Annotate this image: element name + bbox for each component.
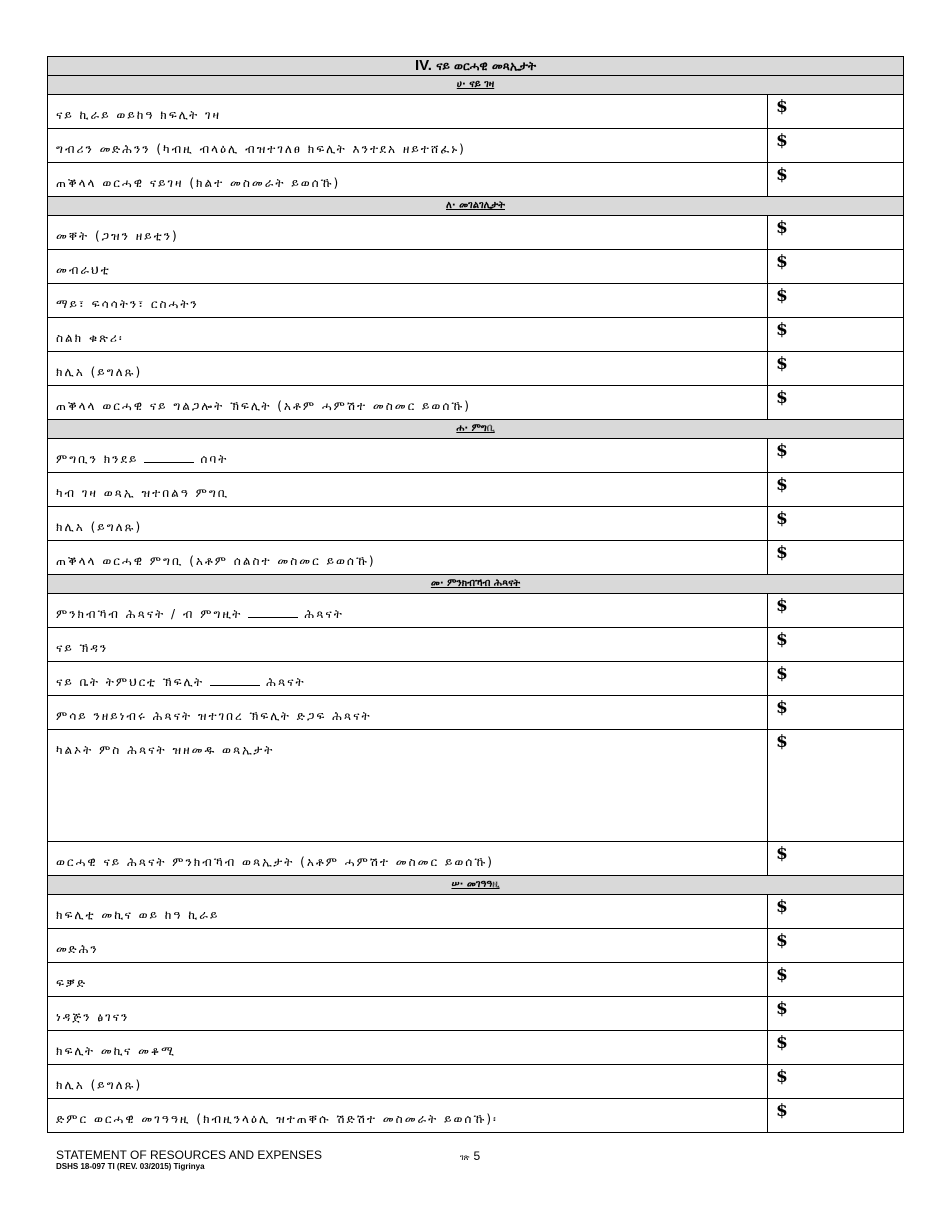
amount-field[interactable]: $ — [768, 1031, 904, 1065]
expense-row — [48, 95, 904, 129]
expense-label-text: ጠቕላላ ወርሓዊ ምግቢ (አቶም ሰልስተ መስመር ይወሰኹ) — [56, 554, 376, 568]
expense-label — [48, 95, 768, 129]
expense-label-text: ናይ ኽዳን — [56, 641, 109, 655]
section-heading: ሐ· ምግቢ — [48, 420, 904, 439]
count-blank-field[interactable] — [248, 609, 298, 618]
expense-label-text: ጠቕላላ ወርሓዊ ናይ ግልጋሎት ኽፍሊት (አቶም ሓምሽተ መስመር ይወሰኹ) — [56, 399, 471, 413]
amount-field[interactable]: $ — [768, 963, 904, 997]
expense-label — [48, 129, 768, 163]
expense-label-text: ስልክ ቁጽሪ፡ — [56, 331, 124, 345]
expense-label-text: ምሳይ ንዘይነብሩ ሕጻናት ዝተገበረ ኽፍሊት ድጋፍ ሕጻናት — [56, 709, 372, 723]
section-heading-row — [48, 76, 904, 95]
expense-row — [48, 473, 904, 507]
amount-field[interactable]: $ — [768, 318, 904, 352]
expense-label — [48, 318, 768, 352]
expense-row — [48, 594, 904, 628]
section-heading-row — [48, 575, 904, 594]
expense-row — [48, 997, 904, 1031]
section-heading: መ· ምንክብኻብ ሕጻናት — [48, 575, 904, 594]
expense-row — [48, 318, 904, 352]
expense-label-text: መድሕን — [56, 942, 99, 956]
expense-label — [48, 963, 768, 997]
expense-label-text: መቐት (ጋዝን ዘይቲን) — [56, 229, 179, 243]
expense-label — [48, 628, 768, 662]
expense-label — [48, 284, 768, 318]
amount-field[interactable]: $ — [768, 842, 904, 876]
expense-row — [48, 129, 904, 163]
expense-row — [48, 439, 904, 473]
section-roman-numeral: IV. — [414, 57, 432, 74]
section-heading-row — [48, 420, 904, 439]
page-word: ገጽ — [460, 1153, 470, 1162]
amount-field[interactable]: $ — [768, 216, 904, 250]
expense-label-text: ማይ፣ ፍሳሳትን፣ ርስሓትን — [56, 297, 199, 311]
form-footer-code: DSHS 18-097 TI (REV. 03/2015) Tigrinya — [56, 1162, 205, 1171]
section-heading: ለ· መገልገሊታት — [48, 197, 904, 216]
section-heading: ሠ· መገዓዓዚ — [48, 876, 904, 895]
page-number — [460, 1149, 480, 1163]
amount-field[interactable]: $ — [768, 352, 904, 386]
expense-row — [48, 1031, 904, 1065]
amount-field[interactable]: $ — [768, 541, 904, 575]
expense-label-text: ካልኦት ምስ ሕጻናት ዝዘመዱ ወጻኢታት — [56, 743, 275, 757]
amount-field[interactable]: $ — [768, 997, 904, 1031]
amount-field[interactable]: $ — [768, 895, 904, 929]
amount-field[interactable]: $ — [768, 439, 904, 473]
expense-row — [48, 842, 904, 876]
amount-field[interactable]: $ — [768, 594, 904, 628]
expense-row — [48, 352, 904, 386]
section-heading-row — [48, 197, 904, 216]
expense-label-text: ጠቕላላ ወርሓዊ ናይገዛ (ክልተ መስመራት ይወሰኹ) — [56, 176, 341, 190]
amount-field[interactable]: $ — [768, 628, 904, 662]
expense-row — [48, 163, 904, 197]
page-number-value: 5 — [473, 1149, 481, 1163]
expense-label — [48, 216, 768, 250]
expense-label-text: ክፍሊት መኪና መቆሚ — [56, 1044, 176, 1058]
expense-label — [48, 929, 768, 963]
amount-field[interactable]: $ — [768, 95, 904, 129]
expense-label-text: ወርሓዊ ናይ ሕጻናት ምንክብኻብ ወጻኢታት (አቶም ሓምሽተ መስመር ይወሰኹ) — [56, 855, 494, 869]
expense-label — [48, 662, 768, 696]
expense-label-text: ክሊአ (ይግለጹ) — [56, 365, 143, 379]
expense-row — [48, 1099, 904, 1133]
amount-field[interactable]: $ — [768, 662, 904, 696]
amount-field[interactable]: $ — [768, 696, 904, 730]
amount-field[interactable]: $ — [768, 129, 904, 163]
expense-row — [48, 541, 904, 575]
expense-label — [48, 473, 768, 507]
expense-label-text: ነዳጅን ፅገናን — [56, 1010, 130, 1024]
expense-label — [48, 163, 768, 197]
section-heading-row — [48, 876, 904, 895]
expense-label-suffix: ሕጻናት — [304, 607, 344, 621]
expense-label — [48, 842, 768, 876]
amount-field[interactable]: $ — [768, 473, 904, 507]
form-footer — [56, 1148, 322, 1172]
expense-row — [48, 730, 904, 842]
expense-label-text: ክሊአ (ይግለጹ) — [56, 1078, 143, 1092]
expense-label-text: ምንክብኻብ ሕጻናት / ብ ምግዚት — [56, 607, 243, 621]
amount-field[interactable]: $ — [768, 507, 904, 541]
expense-label — [48, 895, 768, 929]
expense-row — [48, 895, 904, 929]
expense-label-text: ምግቢን ክንደይ — [56, 452, 139, 466]
expense-row — [48, 1065, 904, 1099]
expense-row — [48, 250, 904, 284]
expense-label — [48, 997, 768, 1031]
expense-label — [48, 696, 768, 730]
expense-label-suffix: ሰባት — [200, 452, 229, 466]
expense-label — [48, 541, 768, 575]
amount-field[interactable]: $ — [768, 730, 904, 842]
amount-field[interactable]: $ — [768, 386, 904, 420]
expense-label-text: ካብ ገዛ ወጻኢ ዝተበልዓ ምግቢ — [56, 486, 230, 500]
expense-label — [48, 250, 768, 284]
expense-label — [48, 730, 768, 842]
expense-row — [48, 963, 904, 997]
expenses-form-table — [47, 56, 904, 1133]
form-footer-title: STATEMENT OF RESOURCES AND EXPENSES — [56, 1148, 323, 1162]
expense-label — [48, 386, 768, 420]
amount-field[interactable]: $ — [768, 250, 904, 284]
expense-label — [48, 1065, 768, 1099]
expense-row — [48, 507, 904, 541]
count-blank-field[interactable] — [144, 454, 194, 463]
expense-label-text: ናይ ኪራይ ወይከዓ ክፍሊት ገዛ — [56, 108, 222, 122]
expense-label — [48, 507, 768, 541]
form-section-title-row — [48, 57, 904, 76]
expense-label-text: መብራህቲ — [56, 263, 111, 277]
amount-field[interactable]: $ — [768, 1099, 904, 1133]
expense-label-suffix: ሕጻናት — [266, 675, 306, 689]
expense-row — [48, 216, 904, 250]
expense-row — [48, 628, 904, 662]
count-blank-field[interactable] — [210, 677, 260, 686]
section-title-text: ናይ ወርሓዊ መጻኢታት — [436, 59, 537, 73]
expense-row — [48, 662, 904, 696]
expense-label-text: ፍቓድ — [56, 976, 88, 990]
expense-label — [48, 439, 768, 473]
expense-label — [48, 1031, 768, 1065]
expense-label — [48, 594, 768, 628]
expense-label-text: ናይ ቤት ትምህርቲ ኽፍሊት — [56, 675, 205, 689]
form-section-title — [48, 57, 904, 76]
expense-row — [48, 929, 904, 963]
amount-field[interactable]: $ — [768, 1065, 904, 1099]
amount-field[interactable]: $ — [768, 284, 904, 318]
expense-label-text: ክሊአ (ይግለጹ) — [56, 520, 143, 534]
expense-label — [48, 1099, 768, 1133]
expense-row — [48, 284, 904, 318]
expense-label-text: ክፍሊቲ መኪና ወይ ከዓ ኪራይ — [56, 908, 220, 922]
amount-field[interactable]: $ — [768, 163, 904, 197]
expense-row — [48, 386, 904, 420]
amount-field[interactable]: $ — [768, 929, 904, 963]
section-heading: ሀ· ናይ ገዛ — [48, 76, 904, 95]
expense-label-text: ድምር ወርሓዊ መገዓዓዚ (ክብዚንላዕሊ ዝተጠቐሱ ሽድሽተ መስመራት ይወሰኹ)፡ — [56, 1112, 498, 1126]
expense-row — [48, 696, 904, 730]
expense-label — [48, 352, 768, 386]
expense-label-text: ግብሪን መድሕንን (ካብዚ ብላዕሊ ብዝተገለፀ ክፍሊት እንተደአ ዘይተሸፈኑ) — [56, 142, 466, 156]
